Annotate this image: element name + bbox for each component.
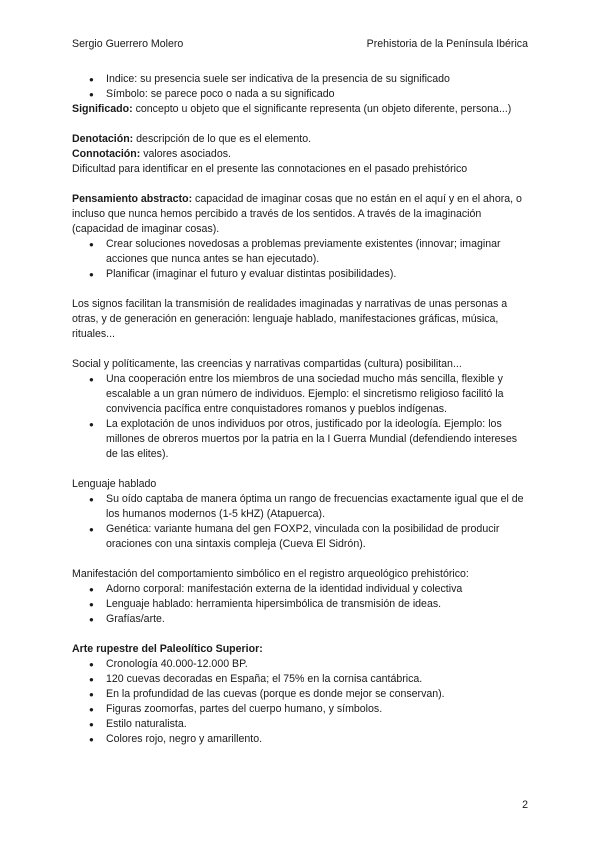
significado-text: concepto u objeto que el significante representa (un objeto diferente, persona...) (132, 103, 512, 115)
social-intro: Social y políticamente, las creencias y narrativas compartidas (cultura) posibilitan... (72, 358, 462, 370)
page-header (72, 37, 528, 52)
list-item: ● Adorno corporal: manifestación externa de la identidad individual y colectiva (72, 582, 530, 597)
denotacion-term: Denotación: (72, 133, 134, 145)
list-item: ● Figuras zoomorfas, partes del cuerpo humano, y símbolos. (72, 702, 530, 717)
list-item: ● Genética: variante humana del gen FOXP2, vinculada con la posibilidad de producir oraciones con una sintaxis compleja (Cueva El Sidrón). (72, 522, 530, 552)
list-item: ● En la profundidad de las cuevas (porque es donde mejor se conservan). (72, 687, 530, 702)
signs-list (72, 72, 530, 102)
list-item: ● Colores rojo, negro y amarillento. (72, 732, 530, 747)
list-item: ● Crear soluciones novedosas a problemas previamente existentes (innovar; imaginar acciones que nunca antes se han ejecutado). (72, 237, 530, 267)
list-item: ● Lenguaje hablado: herramienta hipersimbólica de transmisión de ideas. (72, 597, 530, 612)
denotacion-paragraph (72, 132, 530, 147)
list-item: ● Grafías/arte. (72, 612, 530, 627)
dificultad-paragraph: Dificultad para identificar en el presente las connotaciones en el pasado prehistórico (72, 163, 468, 175)
pensamiento-paragraph (72, 192, 530, 237)
pensamiento-term: Pensamiento abstracto: (72, 193, 193, 205)
manifestacion-list (72, 582, 530, 627)
list-item: ● Una cooperación entre los miembros de una sociedad mucho más sencilla, flexible y escalable a un gran número de individuos. Ejemplo: el sincretismo religioso facilitó la convivencia pacífica entre conquistadores romanos y pueblos indígenas. (72, 372, 530, 417)
pensamiento-text: capacidad de imaginar cosas que no están en el aquí y en el ahora, o incluso que nunca hemos percibido a través de los sentidos. A través de la imaginación (capacidad de imaginar cosas). (72, 193, 522, 235)
connotacion-term: Connotación: (72, 148, 141, 160)
arte-heading (72, 642, 530, 657)
header-author: Sergio Guerrero Molero (72, 38, 184, 50)
signos-paragraph: Los signos facilitan la transmisión de realidades imaginadas y narrativas de unas personas a otras, y de generación en generación: lenguaje hablado, manifestaciones gráficas, música, rituales... (72, 298, 508, 340)
lenguaje-intro: Lenguaje hablado (72, 478, 157, 490)
page-number: 2 (522, 799, 528, 811)
page-content (72, 72, 530, 747)
denotacion-text: descripción de lo que es el elemento. (133, 133, 312, 145)
lenguaje-list (72, 492, 530, 552)
list-item: ● Estilo naturalista. (72, 717, 530, 732)
list-item: ● Símbolo: se parece poco o nada a su significado (72, 87, 530, 102)
significado-paragraph (72, 102, 530, 117)
list-item: ● 120 cuevas decoradas en España; el 75% en la cornisa cantábrica. (72, 672, 530, 687)
list-item: ● Su oído captaba de manera óptima un rango de frecuencias exactamente igual que el de los humanos modernos (1-5 kHZ) (Atapuerca). (72, 492, 530, 522)
list-item: ● La explotación de unos individuos por otros, justificado por la ideología. Ejemplo: los millones de obreros muertos por la patria en la I Guerra Mundial (defendiendo intereses de las elites). (72, 417, 530, 462)
header-title: Prehistoria de la Península Ibérica (366, 38, 528, 50)
significado-term: Significado: (72, 103, 133, 115)
pensamiento-list (72, 237, 530, 282)
connotacion-paragraph (72, 147, 530, 162)
list-item: ● Planificar (imaginar el futuro y evaluar distintas posibilidades). (72, 267, 530, 282)
manifestacion-intro: Manifestación del comportamiento simbólico en el registro arqueológico prehistórico: (72, 568, 469, 580)
arte-heading-text: Arte rupestre del Paleolítico Superior: (72, 643, 263, 655)
social-list (72, 372, 530, 462)
list-item: ● Indice: su presencia suele ser indicativa de la presencia de su significado (72, 72, 530, 87)
connotacion-text: valores asociados. (140, 148, 231, 160)
list-item: ● Cronología 40.000-12.000 BP. (72, 657, 530, 672)
arte-list (72, 657, 530, 747)
